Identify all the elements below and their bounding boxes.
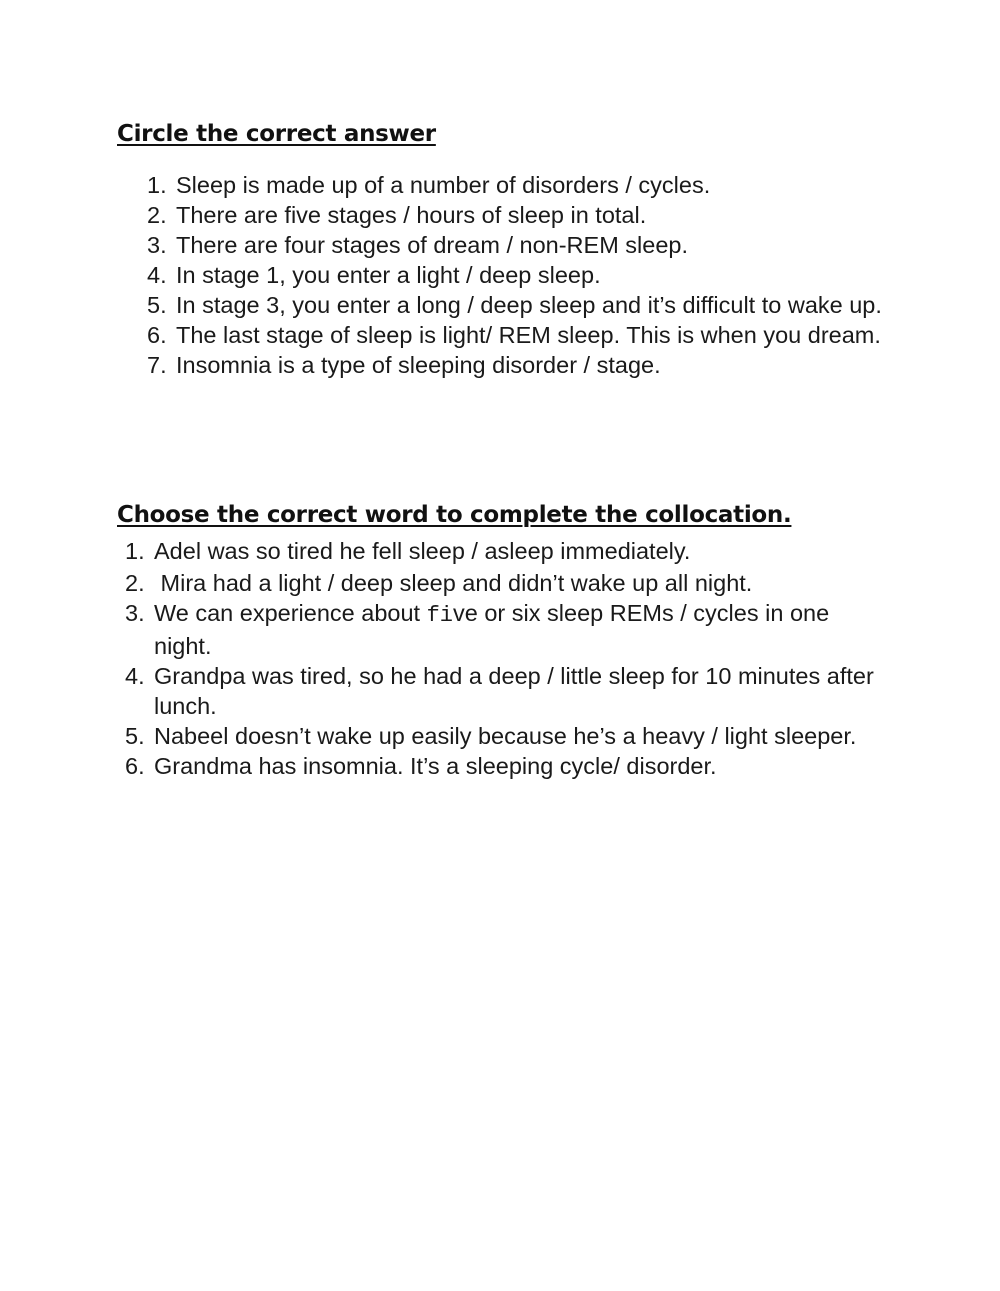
list-item	[147, 230, 887, 260]
item-text: Adel was so tired he fell sleep / asleep immediately.	[154, 538, 691, 564]
item-number: 7.	[147, 352, 167, 378]
item-text: The last stage of sleep is light/ REM sleep. This is when you dream.	[176, 322, 881, 348]
item-number: 4.	[147, 262, 167, 288]
list-item	[147, 170, 887, 200]
list-item	[125, 751, 885, 781]
item-text: Grandma has insomnia. It’s a sleeping cycle/ disorder.	[154, 753, 717, 779]
list-item	[125, 536, 885, 566]
list-item	[147, 320, 887, 350]
item-number: 4.	[125, 663, 145, 689]
item-number: 6.	[125, 753, 145, 779]
item-number: 3.	[147, 232, 167, 258]
item-text: In stage 3, you enter a long / deep sleep and it’s difficult to wake up.	[176, 292, 882, 318]
item-text: Grandpa was tired, so he had a deep / little sleep for 10 minutes after lunch.	[154, 663, 874, 719]
item-text-mono: fi	[426, 603, 454, 628]
item-number: 1.	[125, 538, 145, 564]
item-text: There are four stages of dream / non-REM sleep.	[176, 232, 689, 258]
section1-question-list	[147, 170, 887, 380]
list-item	[125, 661, 885, 721]
item-text: Mira had a light / deep sleep and didn’t wake up all night.	[154, 570, 753, 596]
item-text: There are five stages / hours of sleep in total.	[176, 202, 647, 228]
item-number: 5.	[147, 292, 167, 318]
item-text: Sleep is made up of a number of disorders / cycles.	[176, 172, 711, 198]
item-number: 1.	[147, 172, 167, 198]
list-item	[147, 260, 887, 290]
item-number: 2.	[147, 202, 167, 228]
section2-question-list	[125, 536, 885, 781]
list-item	[125, 568, 885, 598]
list-item	[147, 290, 887, 320]
list-item	[125, 598, 885, 661]
item-text: Nabeel doesn’t wake up easily because he’s a heavy / light sleeper.	[154, 723, 857, 749]
item-number: 2.	[125, 570, 145, 596]
section1-heading: Circle the correct answer	[117, 121, 436, 147]
item-number: 5.	[125, 723, 145, 749]
item-text-before: We can experience about	[154, 600, 427, 626]
item-text: In stage 1, you enter a light / deep sleep.	[176, 262, 601, 288]
item-text: Insomnia is a type of sleeping disorder / stage.	[176, 352, 661, 378]
item-number: 6.	[147, 322, 167, 348]
list-item	[125, 721, 885, 751]
item-text-after: ve or six sleep REMs / cycles in one night.	[154, 600, 830, 659]
item-number: 3.	[125, 600, 145, 626]
section2-heading: Choose the correct word to complete the collocation.	[117, 502, 792, 528]
list-item	[147, 200, 887, 230]
list-item	[147, 350, 887, 380]
